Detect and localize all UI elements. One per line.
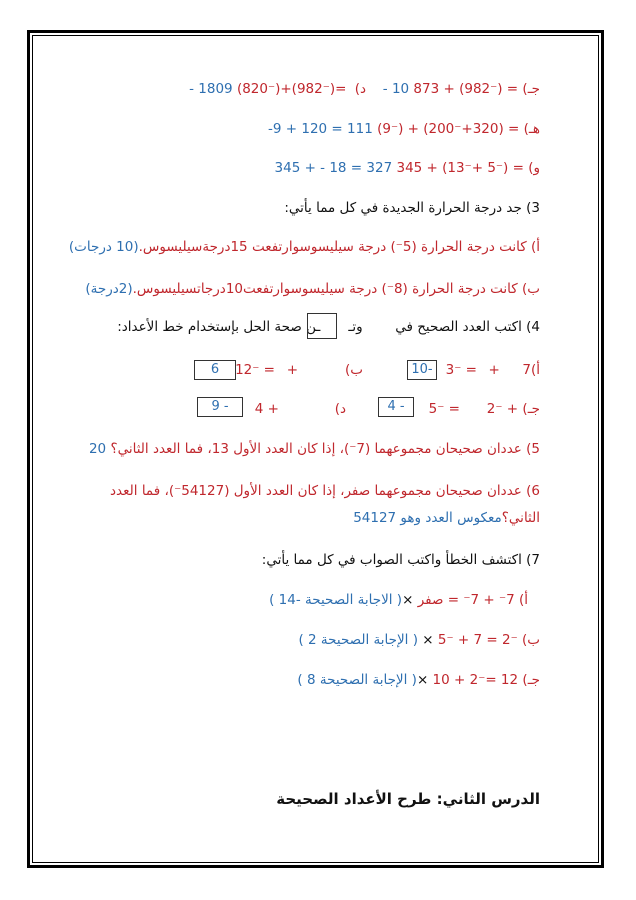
q6-line1: 6) عددان صحيحان مجموعهما صفر، إذا كان العدد الأول (54127⁻)، فما العدد bbox=[110, 483, 540, 499]
row-d-result: - 1809 bbox=[189, 81, 233, 97]
q4-d-expr: 4 + bbox=[254, 401, 279, 417]
q4-d-label: د) bbox=[334, 401, 346, 417]
row-h-label: هـ) bbox=[523, 121, 540, 137]
q4-a-plus: + bbox=[488, 362, 500, 378]
q3-b-answer: (2درجة) bbox=[85, 281, 133, 297]
q7-j-expr: 10 + 2⁻= 12 bbox=[432, 672, 519, 688]
q7-a-correct: ( الاجابة الصحيحة -14 ) bbox=[269, 592, 403, 608]
q7-j bbox=[297, 671, 540, 689]
q4-heading-part2: وتـ bbox=[348, 319, 363, 335]
q3-a-answer: (10 درجات) bbox=[68, 239, 139, 255]
q4-b-expr: 12⁻ = bbox=[235, 362, 275, 378]
row-j-result: - 10 bbox=[382, 81, 410, 97]
q7-a bbox=[269, 591, 528, 609]
q3-b-text: ب) كانت درجة الحرارة (8⁻) درجة سيليسوسوارتفعت10درجاتسيليسوس. bbox=[132, 281, 540, 297]
row-w-expr: 345 + (13⁻+ 5⁻) = bbox=[396, 160, 524, 176]
q4-heading-box bbox=[307, 313, 337, 339]
q7-b-expr: 5⁻ + 7 = 2⁻ bbox=[437, 632, 518, 648]
row-h-expr: (9⁻) + (200⁻+320) = bbox=[377, 121, 520, 137]
q3-heading: 3) جد درجة الحرارة الجديدة في كل مما يأتي: bbox=[284, 200, 540, 216]
row-j-right bbox=[383, 80, 540, 98]
q4-b-label: ب) bbox=[345, 362, 363, 378]
q4-a-box: 10- bbox=[407, 360, 437, 380]
q4-j-expr: 2⁻ + bbox=[486, 401, 519, 417]
row-j-label: جـ) bbox=[522, 81, 540, 97]
q5 bbox=[89, 440, 540, 458]
q7-heading: 7) اكتشف الخطأ واكتب الصواب في كل مما يأتي: bbox=[261, 552, 540, 568]
q4-d-box: 9 - bbox=[197, 397, 243, 417]
row-j-expr: 873 + (982⁻) = bbox=[413, 81, 519, 97]
row-w-result: 345 + - 18 = 327 bbox=[274, 160, 393, 176]
q4-b-plus: + bbox=[286, 362, 298, 378]
q7-b-label: ب) bbox=[522, 632, 540, 648]
q5-text: 5) عددان صحيحان مجموعهما (7⁻)، إذا كان العدد الأول 13، فما العدد الثاني؟ bbox=[110, 441, 540, 457]
row-d bbox=[189, 80, 366, 98]
q7-j-mark: × bbox=[416, 672, 429, 688]
q4-heading-part1: 4) اكتب العدد الصحيح في bbox=[395, 319, 540, 335]
q7-a-mark: × bbox=[402, 592, 414, 608]
row-h bbox=[268, 120, 540, 138]
row-w bbox=[275, 159, 540, 177]
q4-a-expr: 3⁻ = bbox=[445, 362, 477, 378]
q7-a-expr: 7⁻ + 7⁻ = صفر bbox=[417, 592, 515, 608]
q4-j bbox=[487, 400, 540, 418]
q4-a bbox=[488, 361, 540, 379]
q4-b-box: 6 bbox=[194, 360, 236, 380]
q6-answer: معكوس العدد وهو 54127 bbox=[353, 510, 502, 526]
q4-a-label: أ)7 bbox=[522, 362, 540, 378]
row-h-result: -9 + 120 = 111 bbox=[268, 121, 373, 137]
q6-line2 bbox=[353, 509, 540, 527]
q3-a bbox=[69, 238, 540, 256]
q7-j-correct: ( الإجابة الصحيحة 8 ) bbox=[297, 672, 417, 688]
q4-j-label: جـ) bbox=[522, 401, 540, 417]
row-d-expr: (820⁻)+(982⁻)= bbox=[236, 81, 347, 97]
q4-heading-part3: ـن صحة الحل بإستخدام خط الأعداد: bbox=[117, 319, 321, 335]
q3-a-text: أ) كانت درجة الحرارة (5⁻) درجة سيليسوسوارتفعت 15درجةسيليسوس. bbox=[138, 239, 540, 255]
lesson-title: الدرس الثاني: طرح الأعداد الصحيحة bbox=[276, 790, 540, 808]
q7-b bbox=[298, 631, 540, 649]
q4-j-eq: 5⁻ = bbox=[428, 401, 460, 417]
q6-line2-text: الثاني؟ bbox=[501, 510, 540, 526]
row-w-label: و) bbox=[528, 160, 540, 176]
q7-j-label: جـ) bbox=[522, 672, 540, 688]
q3-b bbox=[85, 280, 540, 298]
q7-b-correct: ( الإجابة الصحيحة 2 ) bbox=[298, 632, 418, 648]
q4-j-box: 4 - bbox=[378, 397, 414, 417]
row-d-label: د) bbox=[354, 81, 366, 97]
q5-answer: 20 bbox=[88, 441, 107, 457]
q7-b-mark: × bbox=[422, 632, 434, 648]
q7-a-label: أ) bbox=[518, 592, 528, 608]
